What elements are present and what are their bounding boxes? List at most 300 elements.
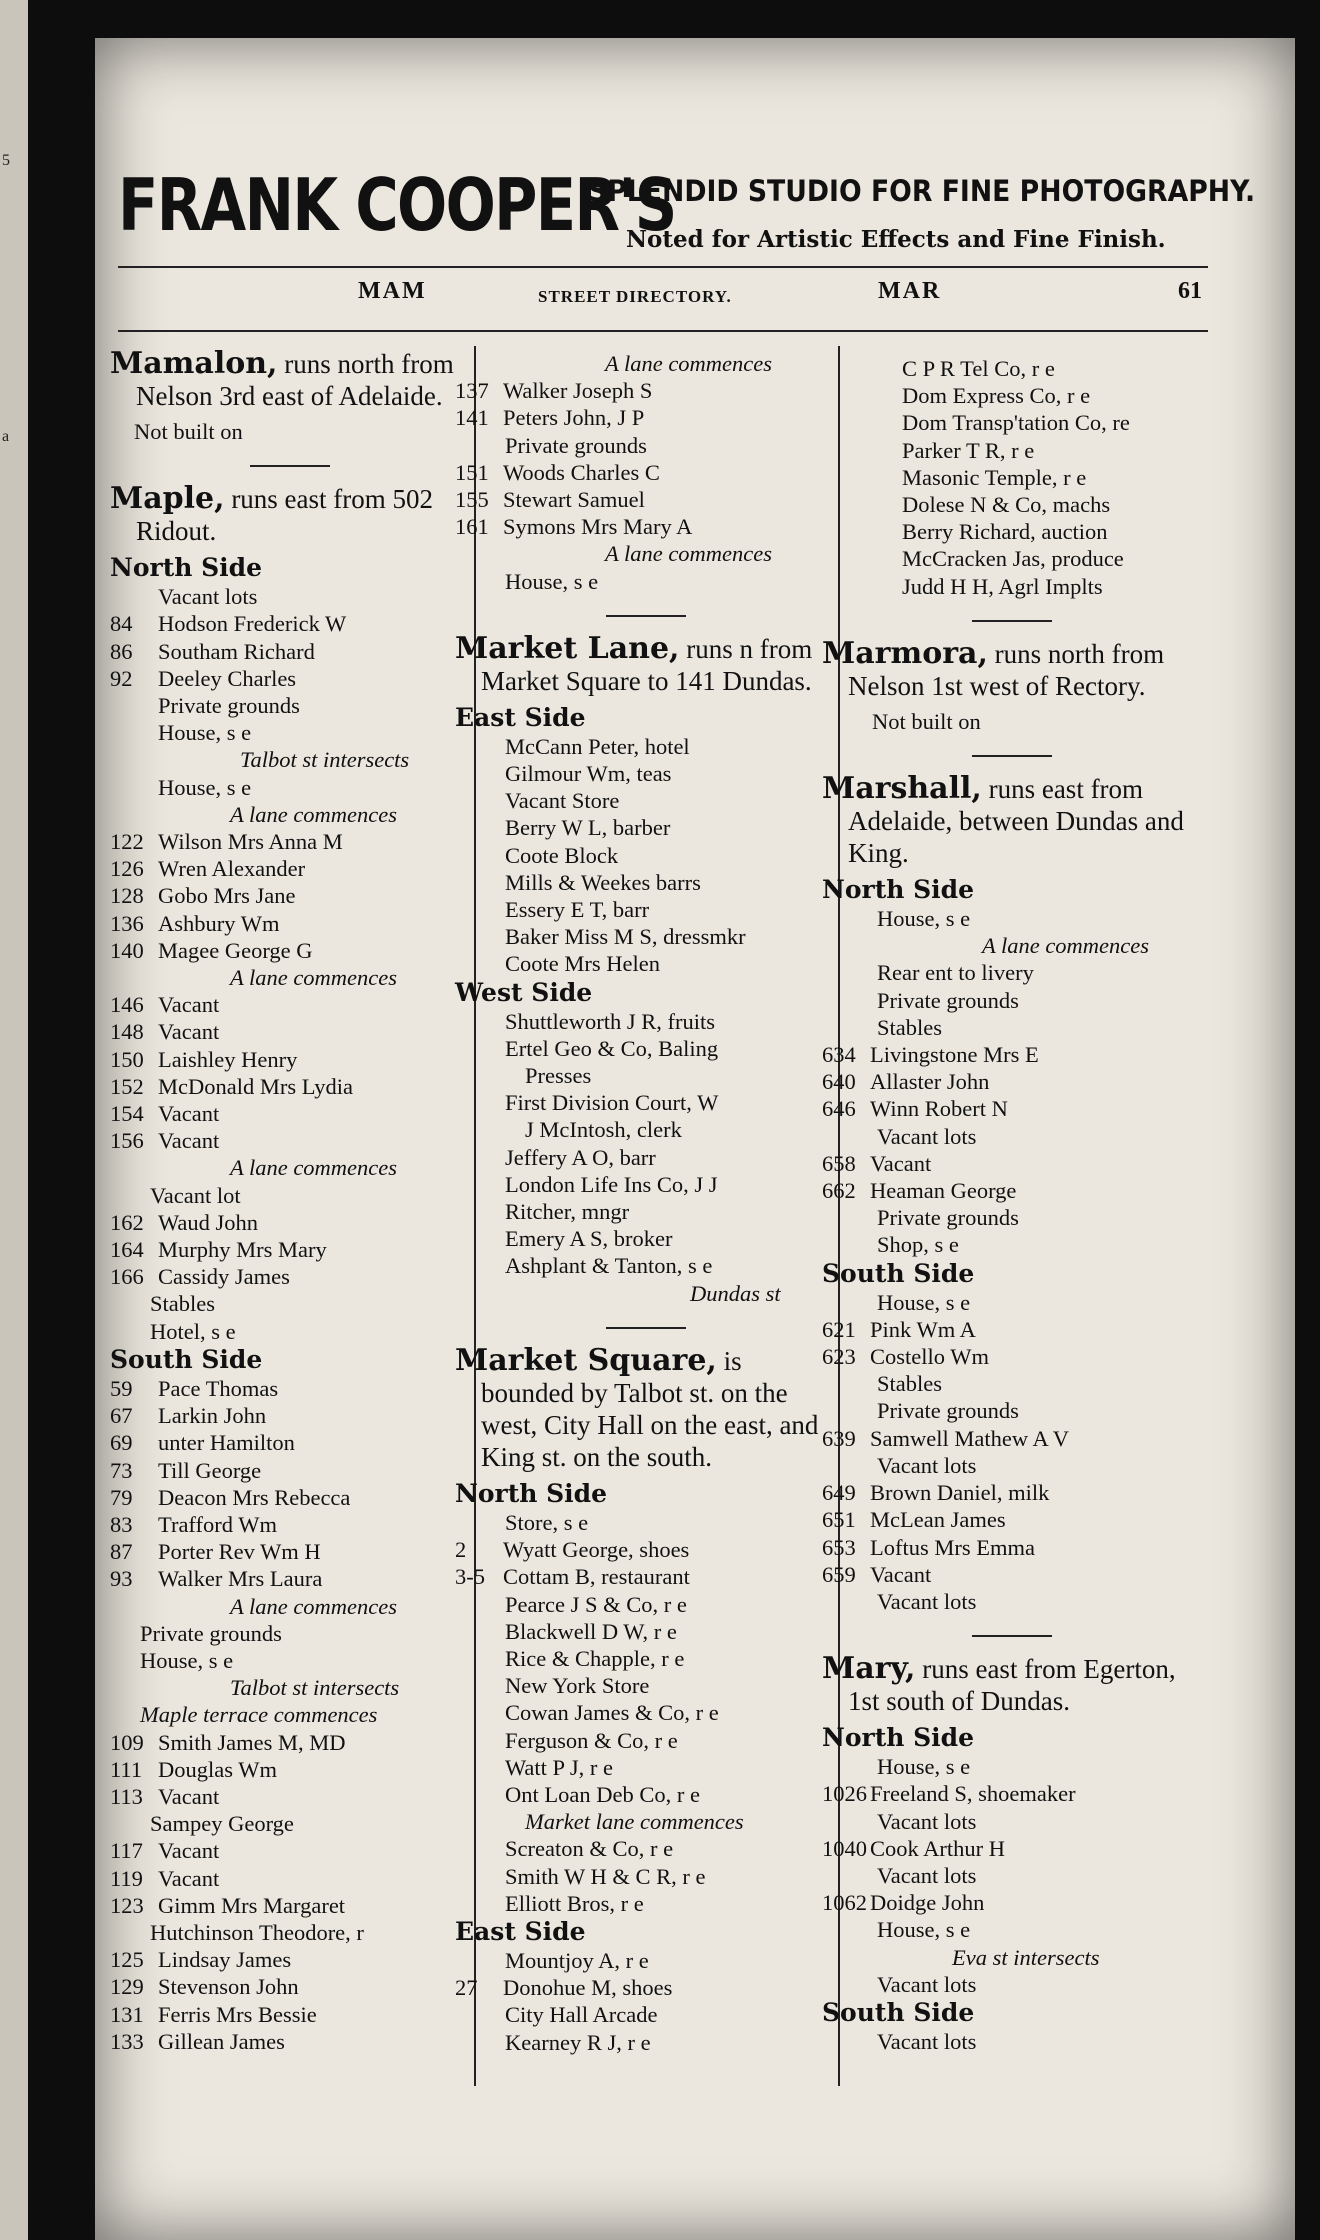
directory-line: Dom Transp'tation Co, re bbox=[902, 410, 1130, 436]
directory-entry bbox=[110, 1429, 470, 1456]
directory-line: J McIntosh, clerk bbox=[525, 1117, 682, 1143]
directory-entry bbox=[110, 1263, 470, 1290]
resident-name: Symons Mrs Mary A bbox=[503, 514, 693, 540]
directory-line: New York Store bbox=[505, 1673, 650, 1699]
directory-line: Private grounds bbox=[158, 693, 300, 719]
directory-entry bbox=[110, 1729, 470, 1756]
directory-entry bbox=[110, 1375, 470, 1402]
directory-entry bbox=[110, 882, 470, 909]
intersection-note: Talbot st intersects bbox=[230, 1675, 400, 1701]
directory-line: Masonic Temple, r e bbox=[902, 464, 1087, 490]
directory-line: House, s e bbox=[877, 1754, 971, 1780]
resident-name: Lindsay James bbox=[158, 1947, 292, 1973]
house-number: 84 bbox=[110, 611, 133, 637]
resident-name: Woods Charles C bbox=[503, 459, 660, 485]
directory-entry bbox=[110, 1837, 470, 1864]
street-description: runs north from Nelson 1st west of Rectory. bbox=[848, 638, 1165, 701]
directory-entry bbox=[455, 513, 837, 540]
house-number: 154 bbox=[110, 1101, 144, 1127]
directory-entry bbox=[110, 1484, 470, 1511]
directory-line: House, s e bbox=[158, 720, 252, 746]
resident-name: Vacant bbox=[158, 1101, 220, 1127]
directory-entry bbox=[822, 1177, 1202, 1204]
resident-name: Gobo Mrs Jane bbox=[158, 883, 296, 909]
directory-line: Stables bbox=[150, 1291, 215, 1317]
side-heading: North Side bbox=[455, 1478, 608, 1508]
directory-line: Not built on bbox=[134, 419, 243, 444]
street-heading bbox=[110, 483, 470, 547]
resident-name: Walker Mrs Laura bbox=[158, 1566, 323, 1592]
directory-entry bbox=[110, 1973, 470, 2000]
resident-name: Vacant bbox=[158, 1838, 220, 1864]
directory-line: Hutchinson Theodore, r bbox=[150, 1919, 364, 1945]
side-heading: North Side bbox=[110, 553, 263, 583]
street-description: runs n from Market Square to 141 Dundas. bbox=[481, 633, 813, 696]
directory-entry bbox=[822, 1889, 1202, 1916]
directory-line: Kearney R J, r e bbox=[505, 2029, 651, 2055]
street-name: Marshall, bbox=[822, 771, 982, 807]
directory-line: Shuttleworth J R, fruits bbox=[505, 1008, 716, 1034]
resident-name: Loftus Mrs Emma bbox=[870, 1534, 1035, 1560]
directory-line: House, s e bbox=[877, 906, 971, 932]
street-heading bbox=[455, 630, 837, 697]
street-name: Market Square, bbox=[455, 1342, 717, 1378]
directory-line: Watt P J, r e bbox=[505, 1754, 613, 1780]
house-number: 27 bbox=[455, 1975, 478, 2001]
header-title: STREET DIRECTORY. bbox=[538, 287, 732, 306]
directory-line: House, s e bbox=[158, 774, 252, 800]
directory-line: Hotel, s e bbox=[150, 1318, 236, 1344]
directory-line: Gilmour Wm, teas bbox=[505, 761, 672, 787]
directory-entry bbox=[110, 1018, 470, 1045]
resident-name: Winn Robert N bbox=[870, 1096, 1008, 1122]
running-header bbox=[118, 278, 1208, 318]
resident-name: Gillean James bbox=[158, 2028, 285, 2054]
directory-entry bbox=[110, 855, 470, 882]
side-heading: East Side bbox=[455, 1916, 586, 1946]
directory-line: C P R Tel Co, r e bbox=[902, 356, 1055, 381]
resident-name: McLean James bbox=[870, 1507, 1006, 1533]
directory-entry bbox=[822, 1150, 1202, 1177]
directory-line: McCann Peter, hotel bbox=[505, 733, 690, 759]
directory-entry bbox=[822, 1068, 1202, 1095]
house-number: 646 bbox=[822, 1096, 856, 1122]
resident-name: Porter Rev Wm H bbox=[158, 1539, 321, 1565]
resident-name: Magee George G bbox=[158, 937, 313, 963]
house-number: 67 bbox=[110, 1403, 133, 1429]
resident-name: Vacant bbox=[158, 992, 220, 1018]
house-number: 140 bbox=[110, 937, 144, 963]
intersection-note: A lane commences bbox=[982, 933, 1150, 959]
intersection-note: Dundas st bbox=[690, 1280, 781, 1306]
directory-line: Stables bbox=[877, 1371, 942, 1397]
house-number: 73 bbox=[110, 1457, 133, 1483]
directory-line: Rear ent to livery bbox=[877, 960, 1034, 986]
resident-name: Pink Wm A bbox=[870, 1316, 976, 1342]
directory-line: Parker T R, r e bbox=[902, 437, 1035, 463]
resident-name: Walker Joseph S bbox=[503, 378, 653, 404]
directory-entry bbox=[110, 1457, 470, 1484]
house-number: 113 bbox=[110, 1783, 143, 1809]
directory-line: Vacant lot bbox=[150, 1182, 241, 1208]
resident-name: Gimm Mrs Margaret bbox=[158, 1892, 346, 1918]
directory-line: Store, s e bbox=[505, 1509, 589, 1535]
directory-entry bbox=[110, 665, 470, 692]
directory-entry bbox=[455, 1974, 837, 2001]
resident-name: Murphy Mrs Mary bbox=[158, 1237, 327, 1263]
resident-name: Southam Richard bbox=[158, 638, 315, 664]
directory-line: Ashplant & Tanton, s e bbox=[505, 1253, 713, 1279]
directory-entry bbox=[110, 638, 470, 665]
directory-line: Presses bbox=[525, 1063, 592, 1089]
directory-line: Blackwell D W, r e bbox=[505, 1618, 677, 1644]
directory-line: Vacant lots bbox=[158, 584, 258, 610]
house-number: 146 bbox=[110, 992, 144, 1018]
directory-line: McCracken Jas, produce bbox=[902, 546, 1124, 572]
resident-name: Vacant bbox=[158, 1019, 220, 1045]
resident-name: Smith James M, MD bbox=[158, 1729, 346, 1755]
resident-name: Cottam B, restaurant bbox=[503, 1564, 690, 1590]
house-number: 128 bbox=[110, 883, 144, 909]
directory-line: Not built on bbox=[872, 708, 981, 734]
house-number: 79 bbox=[110, 1484, 133, 1510]
side-heading: North Side bbox=[822, 1723, 975, 1753]
resident-name: Costello Wm bbox=[870, 1344, 989, 1370]
intersection-note: Talbot st intersects bbox=[240, 747, 410, 773]
directory-line: Smith W H & C R, r e bbox=[505, 1863, 706, 1889]
street-name: Mary, bbox=[822, 1651, 916, 1687]
directory-line: Pearce J S & Co, r e bbox=[505, 1591, 687, 1617]
directory-entry bbox=[822, 1835, 1202, 1862]
directory-entry bbox=[822, 1561, 1202, 1588]
resident-name: Stevenson John bbox=[158, 1974, 299, 2000]
advertisement-banner bbox=[118, 155, 1256, 270]
directory-entry bbox=[110, 1127, 470, 1154]
resident-name: Vacant bbox=[158, 1865, 220, 1891]
page-number: 61 bbox=[1178, 278, 1202, 304]
house-number: 69 bbox=[110, 1430, 133, 1456]
house-number: 119 bbox=[110, 1865, 143, 1891]
section-separator bbox=[606, 1327, 686, 1329]
directory-entry bbox=[110, 1046, 470, 1073]
street-description: runs east from Egerton, 1st south of Dundas. bbox=[848, 1654, 1176, 1717]
section-separator bbox=[972, 755, 1052, 757]
resident-name: Laishley Henry bbox=[158, 1046, 298, 1072]
directory-line: Private grounds bbox=[877, 1205, 1019, 1231]
resident-name: Heaman George bbox=[870, 1178, 1017, 1204]
directory-line: London Life Ins Co, J J bbox=[505, 1171, 718, 1197]
resident-name: Freeland S, shoemaker bbox=[870, 1781, 1076, 1807]
directory-line: Vacant lots bbox=[877, 1588, 977, 1614]
directory-entry bbox=[455, 1563, 837, 1590]
house-number: 109 bbox=[110, 1729, 144, 1755]
street-heading bbox=[455, 1342, 837, 1473]
resident-name: Donohue M, shoes bbox=[503, 1975, 673, 2001]
header-rule-top bbox=[118, 266, 1208, 268]
directory-entry bbox=[110, 2028, 470, 2055]
house-number: 150 bbox=[110, 1046, 144, 1072]
directory-line: Dolese N & Co, machs bbox=[902, 492, 1111, 518]
directory-line: House, s e bbox=[505, 568, 599, 594]
directory-line: Berry Richard, auction bbox=[902, 519, 1108, 545]
resident-name: Wilson Mrs Anna M bbox=[158, 829, 343, 855]
resident-name: Deacon Mrs Rebecca bbox=[158, 1484, 351, 1510]
side-heading: South Side bbox=[822, 1258, 975, 1288]
directory-column-3 bbox=[822, 355, 1202, 2055]
resident-name: Livingstone Mrs E bbox=[870, 1042, 1039, 1068]
resident-name: Vacant bbox=[158, 1128, 220, 1154]
house-number: 155 bbox=[455, 487, 489, 513]
directory-line: Coote Block bbox=[505, 842, 619, 868]
directory-entry bbox=[822, 1479, 1202, 1506]
directory-line: Mills & Weekes barrs bbox=[505, 869, 701, 895]
house-number: 658 bbox=[822, 1150, 856, 1176]
directory-line: Vacant lots bbox=[877, 2028, 977, 2054]
resident-name: Vacant bbox=[158, 1783, 220, 1809]
directory-line: Vacant lots bbox=[877, 1808, 977, 1834]
resident-name: Brown Daniel, milk bbox=[870, 1480, 1050, 1506]
street-description: runs east from Adelaide, between Dundas and King. bbox=[848, 774, 1184, 869]
resident-name: Stewart Samuel bbox=[503, 487, 645, 513]
house-number: 623 bbox=[822, 1344, 856, 1370]
directory-entry bbox=[822, 1534, 1202, 1561]
directory-entry bbox=[110, 910, 470, 937]
house-number: 2 bbox=[455, 1537, 467, 1563]
street-name: Mamalon, bbox=[110, 346, 278, 381]
directory-line: House, s e bbox=[877, 1917, 971, 1943]
directory-entry bbox=[110, 991, 470, 1018]
resident-name: Hodson Frederick W bbox=[158, 611, 347, 637]
house-number: 166 bbox=[110, 1264, 144, 1290]
directory-line: Cowan James & Co, r e bbox=[505, 1700, 719, 1726]
house-number: 162 bbox=[110, 1209, 144, 1235]
house-number: 639 bbox=[822, 1425, 856, 1451]
intersection-note: A lane commences bbox=[605, 541, 773, 567]
directory-line: Vacant Store bbox=[505, 788, 620, 814]
directory-entry bbox=[110, 1209, 470, 1236]
directory-line: Emery A S, broker bbox=[505, 1226, 673, 1252]
side-heading: West Side bbox=[455, 977, 593, 1007]
street-name: Marmora, bbox=[822, 635, 988, 671]
directory-entry bbox=[455, 486, 837, 513]
directory-line: House, s e bbox=[140, 1647, 234, 1673]
street-name: Market Lane, bbox=[455, 630, 680, 666]
house-number: 148 bbox=[110, 1019, 144, 1045]
directory-entry bbox=[822, 1316, 1202, 1343]
house-number: 125 bbox=[110, 1947, 144, 1973]
intersection-note: Maple terrace commences bbox=[140, 1702, 378, 1728]
directory-line: Rice & Chapple, r e bbox=[505, 1645, 685, 1671]
resident-name: Peters John, J P bbox=[503, 405, 645, 431]
house-number: 621 bbox=[822, 1316, 856, 1342]
section-separator bbox=[606, 615, 686, 617]
intersection-note: A lane commences bbox=[605, 351, 773, 376]
directory-entry bbox=[822, 1095, 1202, 1122]
resident-name: Doidge John bbox=[870, 1890, 985, 1916]
intersection-note: Eva st intersects bbox=[952, 1944, 1100, 1970]
directory-entry bbox=[110, 1073, 470, 1100]
directory-line: Ritcher, mngr bbox=[505, 1199, 630, 1225]
resident-name: Larkin John bbox=[158, 1403, 267, 1429]
directory-entry bbox=[110, 1538, 470, 1565]
intersection-note: Market lane commences bbox=[525, 1809, 744, 1835]
house-number: 659 bbox=[822, 1561, 856, 1587]
house-number: 662 bbox=[822, 1178, 856, 1204]
resident-name: Cook Arthur H bbox=[870, 1835, 1005, 1861]
house-number: 1040 bbox=[822, 1835, 867, 1861]
house-number: 164 bbox=[110, 1237, 144, 1263]
directory-entry bbox=[822, 1506, 1202, 1533]
advertisement-tagline: SPLENDID STUDIO FOR FINE PHOTOGRAPHY. bbox=[588, 174, 1256, 208]
street-description: runs north from Nelson 3rd east of Adelaide. bbox=[136, 349, 454, 411]
section-separator bbox=[972, 620, 1052, 622]
resident-name: Vacant bbox=[870, 1561, 932, 1587]
house-number: 83 bbox=[110, 1511, 133, 1537]
directory-line: Private grounds bbox=[505, 432, 647, 458]
house-number: 126 bbox=[110, 856, 144, 882]
directory-line: Screaton & Co, r e bbox=[505, 1836, 674, 1862]
directory-entry bbox=[110, 1892, 470, 1919]
resident-name: Trafford Wm bbox=[158, 1511, 277, 1537]
directory-entry bbox=[110, 610, 470, 637]
directory-column-2 bbox=[455, 350, 837, 2056]
directory-line: Elliott Bros, r e bbox=[505, 1890, 644, 1916]
resident-name: Douglas Wm bbox=[158, 1756, 277, 1782]
street-description: is bounded by Talbot st. on the west, City Hall on the east, and King st. on the south. bbox=[481, 1345, 819, 1472]
directory-line: Dom Express Co, r e bbox=[902, 383, 1091, 409]
margin-mark: a bbox=[2, 428, 10, 445]
section-separator bbox=[250, 465, 330, 467]
directory-entry bbox=[110, 1565, 470, 1592]
directory-entry bbox=[455, 1536, 837, 1563]
directory-entry bbox=[110, 828, 470, 855]
resident-name: Ferris Mrs Bessie bbox=[158, 2001, 317, 2027]
house-number: 1026 bbox=[822, 1781, 867, 1807]
street-description: runs east from 502 Ridout. bbox=[136, 484, 434, 547]
directory-entry bbox=[110, 1756, 470, 1783]
directory-column-1 bbox=[110, 340, 470, 2055]
resident-name: Deeley Charles bbox=[158, 665, 297, 691]
street-name: Maple, bbox=[110, 481, 225, 517]
street-heading bbox=[822, 773, 1202, 869]
house-number: 161 bbox=[455, 514, 489, 540]
directory-line: Stables bbox=[877, 1014, 942, 1040]
directory-entry bbox=[822, 1343, 1202, 1370]
directory-line: Mountjoy A, r e bbox=[505, 1947, 649, 1973]
house-number: 156 bbox=[110, 1128, 144, 1154]
section-separator bbox=[972, 1635, 1052, 1637]
house-number: 133 bbox=[110, 2028, 144, 2054]
house-number: 653 bbox=[822, 1534, 856, 1560]
side-heading: North Side bbox=[822, 875, 975, 905]
house-number: 123 bbox=[110, 1892, 144, 1918]
house-number: 141 bbox=[455, 405, 489, 431]
directory-entry bbox=[110, 1236, 470, 1263]
intersection-note: A lane commences bbox=[230, 965, 398, 991]
house-number: 649 bbox=[822, 1480, 856, 1506]
header-rule-bottom bbox=[118, 330, 1208, 332]
directory-line: Vacant lots bbox=[877, 1862, 977, 1888]
intersection-note: A lane commences bbox=[230, 801, 398, 827]
directory-entry bbox=[110, 937, 470, 964]
directory-line: Sampey George bbox=[150, 1811, 294, 1837]
house-number: 111 bbox=[110, 1756, 143, 1782]
resident-name: unter Hamilton bbox=[158, 1430, 295, 1456]
house-number: 131 bbox=[110, 2001, 144, 2027]
house-number: 129 bbox=[110, 1974, 144, 2000]
advertisement-subtagline: Noted for Artistic Effects and Fine Finish. bbox=[626, 226, 1166, 253]
directory-line: House, s e bbox=[877, 1289, 971, 1315]
street-heading bbox=[822, 1653, 1202, 1717]
directory-entry bbox=[110, 1402, 470, 1429]
advertiser-name: FRANK COOPER'S bbox=[118, 163, 676, 247]
adjacent-page-edge bbox=[0, 0, 28, 2240]
directory-line: Jeffery A O, barr bbox=[505, 1144, 656, 1170]
intersection-note: A lane commences bbox=[230, 1593, 398, 1619]
house-number: 137 bbox=[455, 378, 489, 404]
directory-entry bbox=[110, 1783, 470, 1810]
directory-entry bbox=[822, 1425, 1202, 1452]
directory-entry bbox=[822, 1041, 1202, 1068]
margin-mark: 5 bbox=[2, 152, 10, 169]
resident-name: Till George bbox=[158, 1457, 262, 1483]
directory-line: Vacant lots bbox=[877, 1971, 977, 1997]
directory-line: Ont Loan Deb Co, r e bbox=[505, 1781, 700, 1807]
directory-line: Essery E T, barr bbox=[505, 897, 650, 923]
house-number: 122 bbox=[110, 829, 144, 855]
house-number: 152 bbox=[110, 1073, 144, 1099]
header-range-end: MAR bbox=[878, 278, 942, 304]
side-heading: East Side bbox=[455, 702, 586, 732]
resident-name: Cassidy James bbox=[158, 1264, 290, 1290]
directory-entry bbox=[110, 2001, 470, 2028]
house-number: 93 bbox=[110, 1566, 133, 1592]
house-number: 136 bbox=[110, 910, 144, 936]
directory-line: Ertel Geo & Co, Baling bbox=[505, 1035, 719, 1061]
resident-name: Vacant bbox=[870, 1150, 932, 1176]
directory-entry bbox=[455, 404, 837, 431]
house-number: 634 bbox=[822, 1042, 856, 1068]
side-heading: South Side bbox=[822, 1997, 975, 2027]
directory-entry bbox=[822, 1780, 1202, 1807]
resident-name: Pace Thomas bbox=[158, 1375, 279, 1401]
resident-name: Samwell Mathew A V bbox=[870, 1425, 1069, 1451]
directory-line: Private grounds bbox=[140, 1620, 282, 1646]
resident-name: Wren Alexander bbox=[158, 856, 306, 882]
street-heading bbox=[110, 348, 470, 412]
directory-entry bbox=[110, 1511, 470, 1538]
house-number: 87 bbox=[110, 1539, 133, 1565]
directory-entry bbox=[110, 1946, 470, 1973]
directory-line: Berry W L, barber bbox=[505, 815, 671, 841]
directory-line: First Division Court, W bbox=[505, 1090, 719, 1116]
resident-name: McDonald Mrs Lydia bbox=[158, 1073, 353, 1099]
header-range-start: MAM bbox=[358, 278, 427, 304]
house-number: 59 bbox=[110, 1375, 133, 1401]
directory-entry bbox=[455, 459, 837, 486]
directory-line: Shop, s e bbox=[877, 1232, 959, 1258]
directory-line: City Hall Arcade bbox=[505, 2002, 658, 2028]
directory-line: Ferguson & Co, r e bbox=[505, 1727, 678, 1753]
directory-entry bbox=[110, 1865, 470, 1892]
directory-line: Private grounds bbox=[877, 987, 1019, 1013]
resident-name: Waud John bbox=[158, 1209, 259, 1235]
resident-name: Wyatt George, shoes bbox=[503, 1537, 690, 1563]
resident-name: Allaster John bbox=[870, 1069, 990, 1095]
house-number: 117 bbox=[110, 1838, 143, 1864]
directory-entry bbox=[110, 1100, 470, 1127]
house-number: 640 bbox=[822, 1069, 856, 1095]
